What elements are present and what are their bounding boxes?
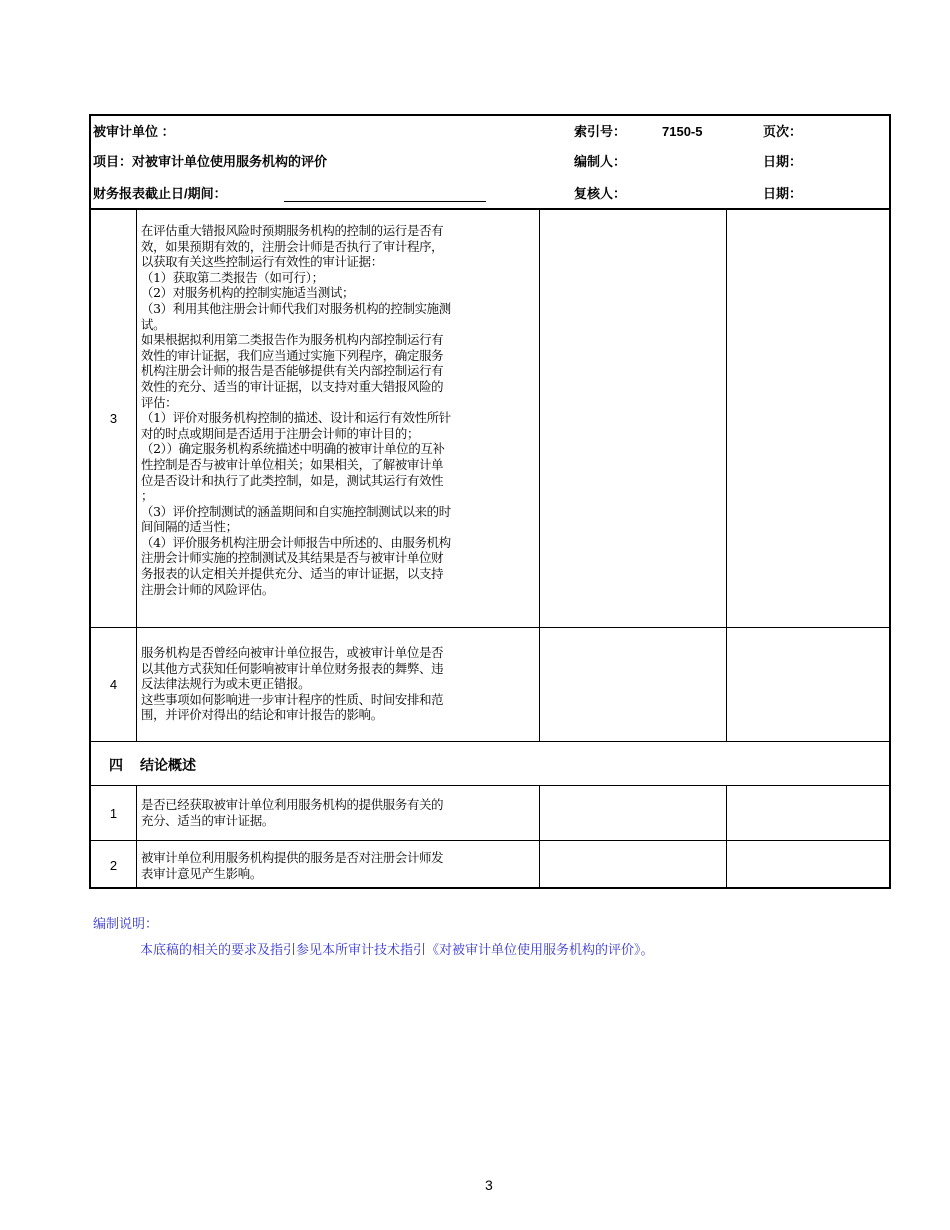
description-line: 反法律法规行为或未更正错报。 (141, 676, 311, 692)
row-description (138, 786, 540, 840)
description-line: 充分、适当的审计证据。 (141, 812, 274, 828)
description-line: 试。 (141, 316, 166, 332)
row-number: 1 (91, 786, 137, 840)
description-line: （2））确定服务机构系统描述中明确的被审计单位的互补 (141, 441, 445, 457)
table-row (91, 786, 889, 841)
description-line: 性控制是否与被审计单位相关；如果相关，了解被审计单 (141, 456, 444, 472)
description-line: 以其他方式获知任何影响被审计单位财务报表的舞弊、违 (141, 660, 444, 676)
description-line: 对的时点或期间是否适用于注册会计师的审计目的； (141, 425, 420, 441)
row-result-cell[interactable] (540, 786, 727, 840)
row-description (138, 841, 540, 889)
description-line: 是否已经获取被审计单位利用服务机构的提供服务有关的 (141, 797, 444, 812)
table-row (91, 628, 889, 742)
row-result-cell[interactable] (540, 841, 727, 889)
preparer-label: 编制人： (574, 154, 627, 169)
description-line: 注册会计师实施的控制测试及其结果是否与被审计单位财 (141, 550, 444, 566)
index-value: 7150-5 (662, 124, 703, 139)
description-line: 在评估重大错报风险时预期服务机构的控制的运行是否有 (141, 223, 444, 238)
description-line: 被审计单位利用服务机构提供的服务是否对注册会计师发 (141, 850, 444, 865)
workpaper-table (89, 114, 891, 889)
period-underline (284, 201, 486, 202)
description-line: 务报表的认定相关并提供充分、适当的审计证据，以支持 (141, 566, 444, 582)
row-reference-cell[interactable] (727, 841, 889, 889)
row-result-cell[interactable] (540, 210, 727, 627)
description-line: 位是否设计和执行了此类控制，如是，测试其运行有效性 (141, 472, 444, 488)
row-reference-cell[interactable] (727, 210, 889, 627)
description-line: 评估： (141, 394, 178, 410)
row-number: 3 (91, 210, 137, 627)
table-row (91, 841, 889, 889)
description-line: 服务机构是否曾经向被审计单位报告，或被审计单位是否 (141, 645, 444, 660)
row-reference-cell[interactable] (727, 628, 889, 741)
page-number: 3 (485, 1177, 493, 1193)
description-line: （1）评价对服务机构控制的描述、设计和运行有效性所针 (141, 410, 451, 426)
notes-title: 编制说明： (93, 917, 159, 932)
period-label: 财务报表截止日/期间： (93, 186, 227, 201)
description-line: 注册会计师的风险评估。 (141, 581, 274, 597)
project-label: 项目：对被审计单位使用服务机构的评价 (93, 154, 328, 169)
workpaper-header (91, 116, 889, 210)
row-number: 2 (91, 841, 137, 889)
row-description (138, 628, 540, 741)
row-result-cell[interactable] (540, 628, 727, 741)
description-line: 效性的审计证据，我们应当通过实施下列程序，确定服务 (141, 347, 444, 363)
description-line: 这些事项如何影响进一步审计程序的性质、时间安排和范 (141, 691, 444, 707)
description-line: ； (141, 488, 154, 504)
audited-unit-label: 被审计单位 ： (93, 124, 175, 139)
description-line: （3）评价控制测试的涵盖期间和自实施控制测试以来的时 (141, 503, 451, 519)
description-line: 间间隔的适当性； (141, 519, 238, 535)
page-label: 页次： (763, 124, 803, 139)
row-number: 4 (91, 628, 137, 741)
section-header (91, 742, 889, 786)
description-line: 效性的充分、适当的审计证据，以支持对重大错报风险的 (141, 378, 444, 394)
notes-body: 本底稿的相关的要求及指引参见本所审计技术指引《对被审计单位使用服务机构的评价》。 (140, 943, 654, 958)
row-description (138, 210, 540, 627)
date-label-preparer: 日期： (763, 154, 803, 169)
description-line: 以获取有关这些控制运行有效性的审计证据： (141, 254, 383, 270)
description-line: （2）对服务机构的控制实施适当测试； (141, 285, 355, 301)
section-title: 结论概述 (140, 757, 196, 773)
reviewer-label: 复核人： (574, 186, 627, 201)
description-line: 如果根据拟利用第二类报告作为服务机构内部控制运行有 (141, 332, 444, 348)
description-line: 机构注册会计师的报告是否能够提供有关内部控制运行有 (141, 363, 444, 379)
description-line: 围，并评价对得出的结论和审计报告的影响。 (141, 707, 383, 723)
index-label: 索引号： (574, 124, 627, 139)
description-line: （3）利用其他注册会计师代我们对服务机构的控制实施测 (141, 300, 451, 316)
description-line: （4）评价服务机构注册会计师报告中所述的、由服务机构 (141, 534, 451, 550)
table-row (91, 210, 889, 628)
description-line: （1）获取第二类报告（如可行）； (141, 269, 324, 285)
date-label-reviewer: 日期： (763, 186, 803, 201)
description-line: 效，如果预期有效的，注册会计师是否执行了审计程序， (141, 238, 444, 254)
section-number: 四 (109, 757, 123, 773)
row-reference-cell[interactable] (727, 786, 889, 840)
description-line: 表审计意见产生影响。 (141, 865, 262, 881)
